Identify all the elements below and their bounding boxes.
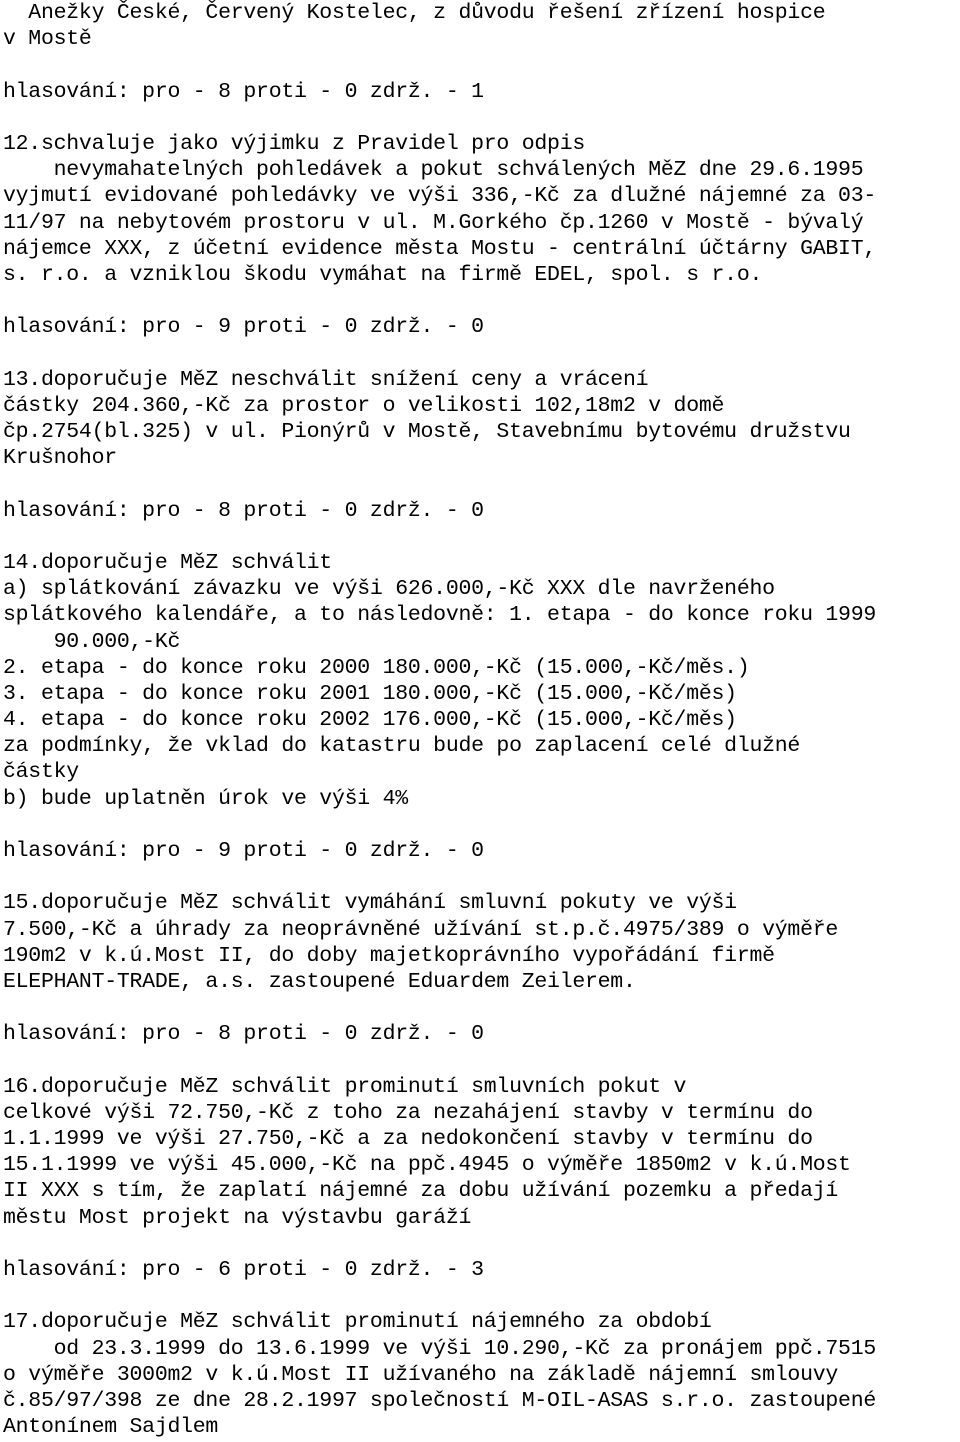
text-line: 15.1.1999 ve výši 45.000,-Kč na ppč.4945 o výměře 1850m2 v k.ú.Most <box>3 1153 851 1178</box>
vote-result: hlasování: pro - 8 proti - 0 zdrž. - 1 <box>3 79 484 104</box>
text-line: 14.doporučuje MěZ schválit <box>3 550 332 575</box>
text-line: 17.doporučuje MěZ schválit prominutí nájemného za období <box>3 1310 712 1335</box>
resolution-item-12 <box>3 131 958 367</box>
text-line: 12.schvaluje jako výjimku z Pravidel pro odpis <box>3 131 585 156</box>
text-line: splátkového kalendáře, a to následovně: 1. etapa - do konce roku 1999 <box>3 603 876 628</box>
vote-result: hlasování: pro - 6 proti - 0 zdrž. - 3 <box>3 1258 484 1282</box>
text-line: Antonínem Sajdlem <box>3 1415 219 1440</box>
text-line: b) bude uplatněn úrok ve výši 4% <box>3 786 408 811</box>
document-page <box>3 0 958 1440</box>
text-line: za podmínky, že vklad do katastru bude po zaplacení celé dlužné <box>3 734 801 759</box>
text-line: 1.1.1999 ve výši 27.750,-Kč a za nedokončení stavby v termínu do <box>3 1127 813 1152</box>
text-line: nevymahatelných pohledávek a pokut schválených MěZ dne 29.6.1995 <box>3 158 864 183</box>
text-line: s. r.o. a vzniklou škodu vymáhat na firmě EDEL, spol. s r.o. <box>3 262 763 287</box>
text-line: 3. etapa - do konce roku 2001 180.000,-Kč (15.000,-Kč/měs) <box>3 681 737 706</box>
vote-result: hlasování: pro - 8 proti - 0 zdrž. - 0 <box>3 1022 484 1047</box>
text-line: 90.000,-Kč <box>3 629 181 654</box>
resolution-item-14 <box>3 550 958 890</box>
text-line: městu Most projekt na výstavbu garáží <box>3 1205 472 1230</box>
text-line: čp.2754(bl.325) v ul. Pionýrů v Mostě, Stavebnímu bytovému družstvu <box>3 420 851 444</box>
text-line: vyjmutí evidované pohledávky ve výši 336,-Kč za dlužné nájemné za 03- <box>3 184 876 209</box>
resolution-item-16 <box>3 1074 958 1310</box>
vote-result: hlasování: pro - 9 proti - 0 zdrž. - 0 <box>3 839 484 863</box>
vote-result: hlasování: pro - 8 proti - 0 zdrž. - 0 <box>3 498 484 523</box>
text-line: II XXX s tím, že zaplatí nájemné za dobu užívání pozemku a předají <box>3 1179 839 1204</box>
text-line: 2. etapa - do konce roku 2000 180.000,-Kč (15.000,-Kč/měs.) <box>3 655 750 680</box>
text-line: Anežky České, Červený Kostelec, z důvodu řešení zřízení hospice <box>3 1 826 25</box>
text-line: 16.doporučuje MěZ schválit prominutí smluvních pokut v <box>3 1074 687 1099</box>
text-line: částky 204.360,-Kč za prostor o velikosti 102,18m2 v domě <box>3 393 725 418</box>
text-line: a) splátkování závazku ve výši 626.000,-Kč XXX dle navrženého <box>3 577 775 602</box>
text-line: nájemce XXX, z účetní evidence města Mostu - centrální účtárny GABIT, <box>3 236 876 261</box>
text-line: od 23.3.1999 do 13.6.1999 ve výši 10.290,-Kč za pronájem ppč.7515 <box>3 1336 876 1361</box>
text-line: 11/97 na nebytovém prostoru v ul. M.Gorkého čp.1260 v Mostě - bývalý <box>3 210 864 235</box>
resolution-item-13 <box>3 367 958 550</box>
resolution-item-15 <box>3 890 958 1073</box>
text-line: 15.doporučuje MěZ schválit vymáhání smluvní pokuty ve výši <box>3 891 737 916</box>
text-line: 13.doporučuje MěZ neschválit snížení ceny a vrácení <box>3 367 649 392</box>
text-line: v Mostě <box>3 27 92 52</box>
text-line: celkové výši 72.750,-Kč z toho za nezahájení stavby v termínu do <box>3 1100 813 1125</box>
text-line: částky <box>3 760 79 785</box>
text-line: Krušnohor <box>3 446 117 471</box>
vote-result: hlasování: pro - 9 proti - 0 zdrž. - 0 <box>3 315 484 340</box>
resolution-continuation <box>3 0 958 131</box>
text-line: ELEPHANT-TRADE, a.s. zastoupené Eduardem Zeilerem. <box>3 969 636 994</box>
text-line: o výměře 3000m2 v k.ú.Most II užívaného na základě nájemní smlouvy <box>3 1362 839 1387</box>
resolution-item-17 <box>3 1309 958 1440</box>
text-line: 190m2 v k.ú.Most II, do doby majetkoprávního vypořádání firmě <box>3 943 775 968</box>
text-line: 4. etapa - do konce roku 2002 176.000,-Kč (15.000,-Kč/měs) <box>3 708 737 733</box>
text-line: 7.500,-Kč a úhrady za neoprávněné užívání st.p.č.4975/389 o výměře <box>3 917 839 942</box>
text-line: č.85/97/398 ze dne 28.2.1997 společností M-OIL-ASAS s.r.o. zastoupené <box>3 1388 876 1413</box>
